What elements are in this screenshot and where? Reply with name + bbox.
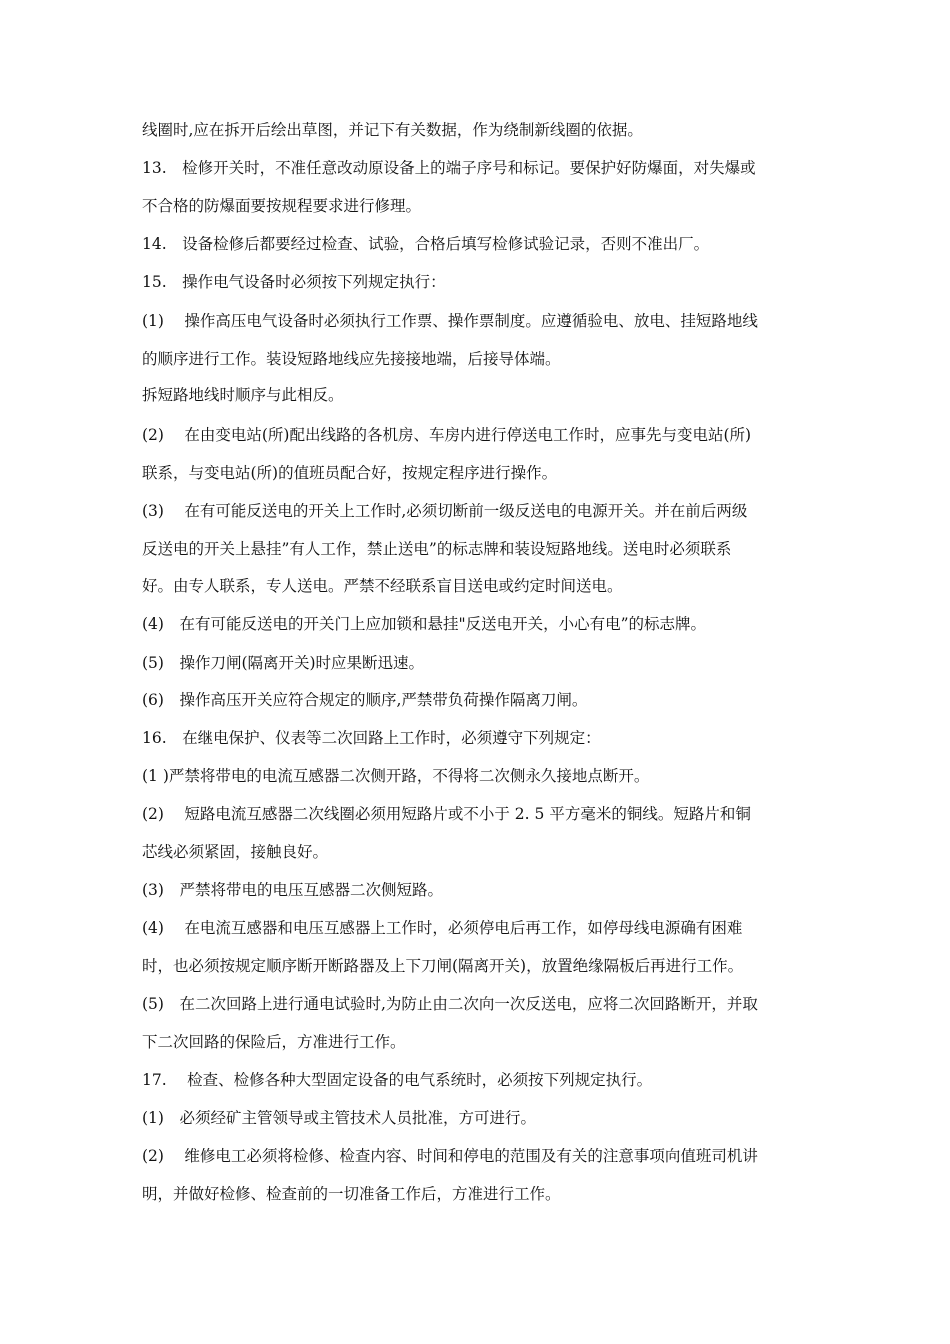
- text-line: 反送电的开关上悬挂”有人工作，禁止送电”的标志牌和装设短路地线。送电时必须联系: [142, 540, 732, 558]
- text-line: 明，并做好检修、检查前的一切准备工作后，方准进行工作。: [142, 1185, 561, 1203]
- text-line: 的顺序进行工作。装设短路地线应先接接地端，后接导体端。: [142, 350, 561, 368]
- text-line: 13. 检修开关时，不准任意改动原设备上的端子序号和标记。要保护好防爆面，对失爆或: [142, 159, 756, 177]
- text-line: 芯线必须紧固，接触良好。: [142, 843, 329, 861]
- text-line: (2) 短路电流互感器二次线圈必须用短路片或不小于 2. 5 平方毫米的铜线。短路片和铜: [142, 805, 751, 823]
- text-line: 15. 操作电气设备时必须按下列规定执行：: [142, 273, 446, 291]
- text-line: (1 )严禁将带电的电流互感器二次侧开路，不得将二次侧永久接地点断开。: [142, 767, 650, 785]
- text-line: 拆短路地线时顺序与此相反。: [142, 386, 344, 404]
- text-line: (3) 严禁将带电的电压互感器二次侧短路。: [142, 881, 443, 899]
- text-line: 联系，与变电站(所)的值班员配合好，按规定程序进行操作。: [142, 464, 558, 482]
- text-line: 时，也必须按规定顺序断开断路器及上下刀闸(隔离开关)，放置绝缘隔板后再进行工作。: [142, 957, 744, 975]
- text-line: (5) 在二次回路上进行通电试验时,为防止由二次向一次反送电，应将二次回路断开，并取: [142, 995, 758, 1013]
- text-line: (1) 必须经矿主管领导或主管技术人员批准，方可进行。: [142, 1109, 536, 1127]
- text-line: 14. 设备检修后都要经过检查、试验，合格后填写检修试验记录，否则不准出厂。: [142, 235, 710, 253]
- text-line: 不合格的防爆面要按规程要求进行修理。: [142, 197, 422, 215]
- text-line: 好。由专人联系，专人送电。严禁不经联系盲目送电或约定时间送电。: [142, 577, 623, 595]
- text-line: (1) 操作高压电气设备时必须执行工作票、操作票制度。应遵循验电、放电、挂短路地线: [142, 312, 758, 330]
- text-line: 下二次回路的保险后，方准进行工作。: [142, 1033, 406, 1051]
- text-line: (6) 操作高压开关应符合规定的顺序,严禁带负荷操作隔离刀闸。: [142, 691, 588, 709]
- text-line: (2) 维修电工必须将检修、检查内容、时间和停电的范围及有关的注意事项向值班司机讲: [142, 1147, 758, 1165]
- text-line: 16. 在继电保护、仪表等二次回路上工作时，必须遵守下列规定：: [142, 729, 601, 747]
- text-line: (5) 操作刀闸(隔离开关)时应果断迅速。: [142, 654, 425, 672]
- text-line: (2) 在由变电站(所)配出线路的各机房、车房内进行停送电工作时，应事先与变电站(所): [142, 426, 752, 444]
- text-line: (3) 在有可能反送电的开关上工作时,必须切断前一级反送电的电源开关。并在前后两级: [142, 502, 748, 520]
- text-line: 线圈时,应在拆开后绘出草图，并记下有关数据，作为绕制新线圈的依据。: [142, 121, 643, 139]
- text-line: (4) 在电流互感器和电压互感器上工作时，必须停电后再工作，如停母线电源确有困难: [142, 919, 743, 937]
- text-line: (4) 在有可能反送电的开关门上应加锁和悬挂"反送电开关，小心有电”的标志牌。: [142, 615, 707, 633]
- text-line: 17. 检查、检修各种大型固定设备的电气系统时，必须按下列规定执行。: [142, 1071, 653, 1089]
